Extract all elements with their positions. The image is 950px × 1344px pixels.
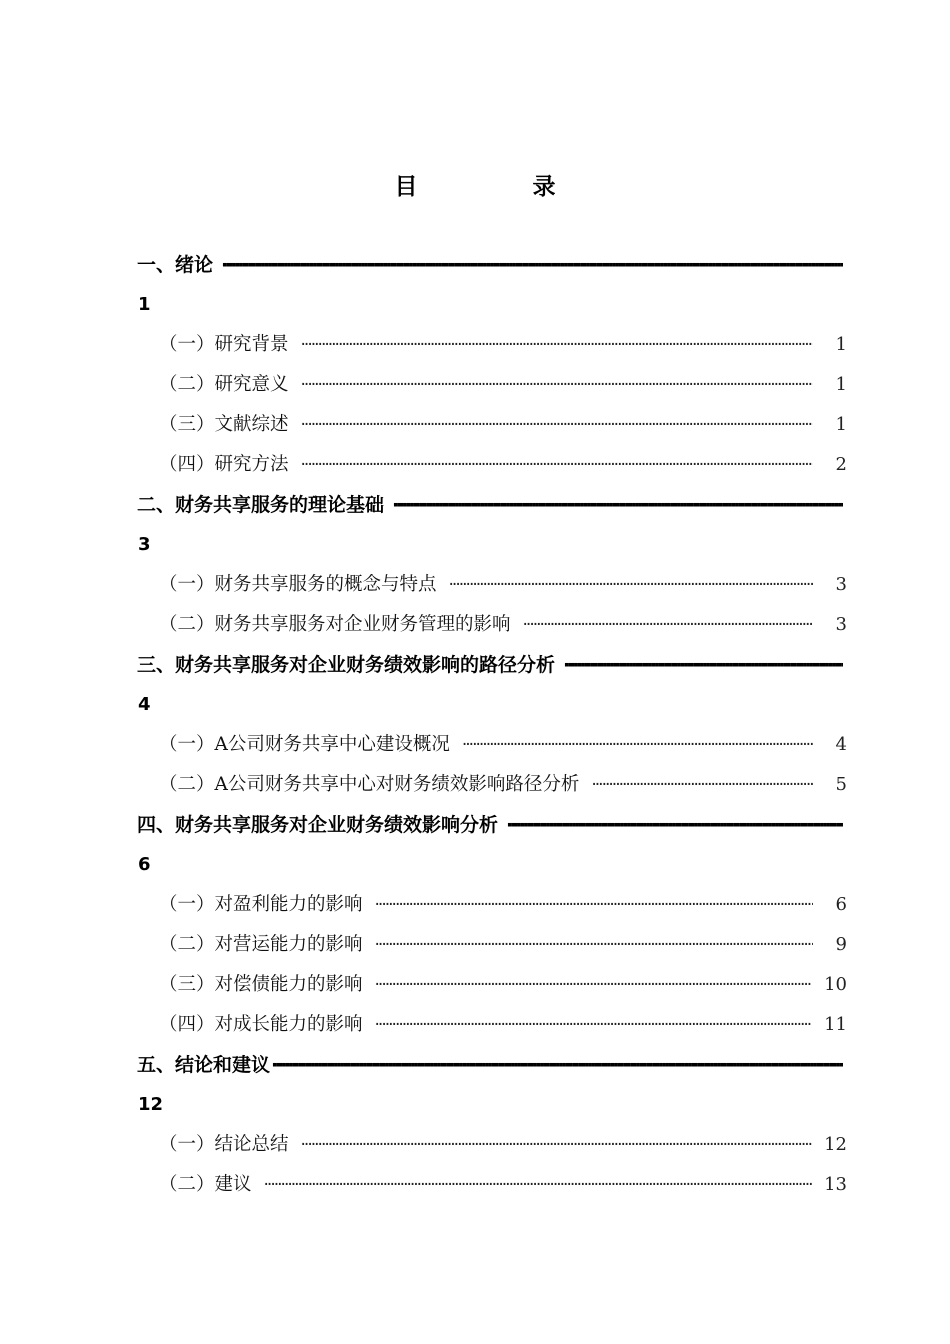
toc-entry-label: （三）对偿债能力的影响 (159, 974, 363, 995)
toc-entry-page: 1 (835, 374, 847, 395)
toc-entry-page: 11 (824, 1014, 847, 1035)
toc-entry-label: （三）文献综述 (159, 414, 289, 435)
leader-dots (591, 765, 813, 805)
toc-entry-label: 二、财务共享服务的理论基础 (137, 494, 385, 516)
toc-entry-page: 12 (824, 1134, 847, 1155)
leader-dots (392, 485, 843, 525)
toc-entry-page: 1 (835, 414, 847, 435)
leader-dots (449, 565, 813, 605)
toc-entry-page: 2 (835, 454, 847, 475)
toc-section-3-1[interactable] (137, 725, 847, 765)
leader-dots (221, 245, 843, 285)
toc-section-1-2[interactable] (137, 365, 847, 405)
toc-entry-label: （四）研究方法 (159, 454, 289, 475)
leader-dots (563, 645, 843, 685)
toc-chapter-2[interactable] (137, 485, 847, 525)
leader-dots (264, 1165, 813, 1205)
leader-dots (301, 445, 813, 485)
toc-entry-label: 一、绪论 (137, 254, 214, 276)
toc-entry-page: 6 (138, 854, 151, 875)
leader-dots (523, 605, 813, 645)
leader-dots (375, 965, 813, 1005)
toc-entry-page: 5 (835, 774, 847, 795)
toc-entry-label: （一）A公司财务共享中心建设概况 (159, 734, 450, 755)
leader-dots (301, 405, 813, 445)
toc-section-5-1[interactable] (137, 1125, 847, 1165)
toc-entry-page: 4 (138, 694, 151, 715)
toc-entry-label: （一）结论总结 (159, 1134, 289, 1155)
toc-entry-label: （二）财务共享服务对企业财务管理的影响 (159, 614, 511, 635)
toc-entry-page: 1 (138, 294, 151, 315)
toc-section-5-2[interactable] (137, 1165, 847, 1205)
toc-section-3-2[interactable] (137, 765, 847, 805)
toc-section-1-1[interactable] (137, 325, 847, 365)
toc-entry-label: （一）财务共享服务的概念与特点 (159, 574, 437, 595)
toc-entry-page: 6 (835, 894, 847, 915)
toc-section-2-1[interactable] (137, 565, 847, 605)
toc-entry-label: （二）建议 (159, 1174, 252, 1195)
toc-section-4-1[interactable] (137, 885, 847, 925)
toc-chapter-3[interactable] (137, 645, 847, 685)
table-of-contents (137, 245, 847, 1205)
leader-dots (375, 1005, 813, 1045)
toc-section-4-4[interactable] (137, 1005, 847, 1045)
toc-entry-label: 四、财务共享服务对企业财务绩效影响分析 (137, 814, 499, 836)
toc-entry-label: （二）A公司财务共享中心对财务绩效影响路径分析 (159, 774, 580, 795)
leader-dots (271, 1045, 843, 1085)
toc-section-1-3[interactable] (137, 405, 847, 445)
toc-entry-label: （四）对成长能力的影响 (159, 1014, 363, 1035)
toc-entry-page: 3 (835, 614, 847, 635)
toc-section-2-2[interactable] (137, 605, 847, 645)
toc-section-1-4[interactable] (137, 445, 847, 485)
toc-entry-label: （一）对盈利能力的影响 (159, 894, 363, 915)
toc-entry-page: 10 (824, 974, 847, 995)
toc-section-4-3[interactable] (137, 965, 847, 1005)
toc-entry-page: 9 (835, 934, 847, 955)
toc-entry-page: 1 (835, 334, 847, 355)
toc-entry-label: 三、财务共享服务对企业财务绩效影响的路径分析 (137, 654, 556, 676)
leader-dots (375, 885, 813, 925)
toc-chapter-5[interactable] (137, 1045, 847, 1085)
leader-dots (301, 365, 813, 405)
toc-entry-page: 3 (835, 574, 847, 595)
leader-dots (301, 325, 813, 365)
leader-dots (506, 805, 843, 845)
toc-entry-label: （二）研究意义 (159, 374, 289, 395)
toc-entry-page: 13 (824, 1174, 847, 1195)
toc-entry-label: 五、结论和建议 (137, 1054, 271, 1076)
page-title: 目 录 (394, 174, 602, 200)
leader-dots (462, 725, 813, 765)
toc-section-4-2[interactable] (137, 925, 847, 965)
toc-entry-page: 12 (138, 1094, 164, 1115)
toc-chapter-1[interactable] (137, 245, 847, 285)
toc-entry-page: 3 (138, 534, 151, 555)
toc-entry-page: 4 (835, 734, 847, 755)
leader-dots (301, 1125, 813, 1165)
toc-entry-label: （一）研究背景 (159, 334, 289, 355)
toc-entry-label: （二）对营运能力的影响 (159, 934, 363, 955)
toc-chapter-4[interactable] (137, 805, 847, 845)
leader-dots (375, 925, 813, 965)
